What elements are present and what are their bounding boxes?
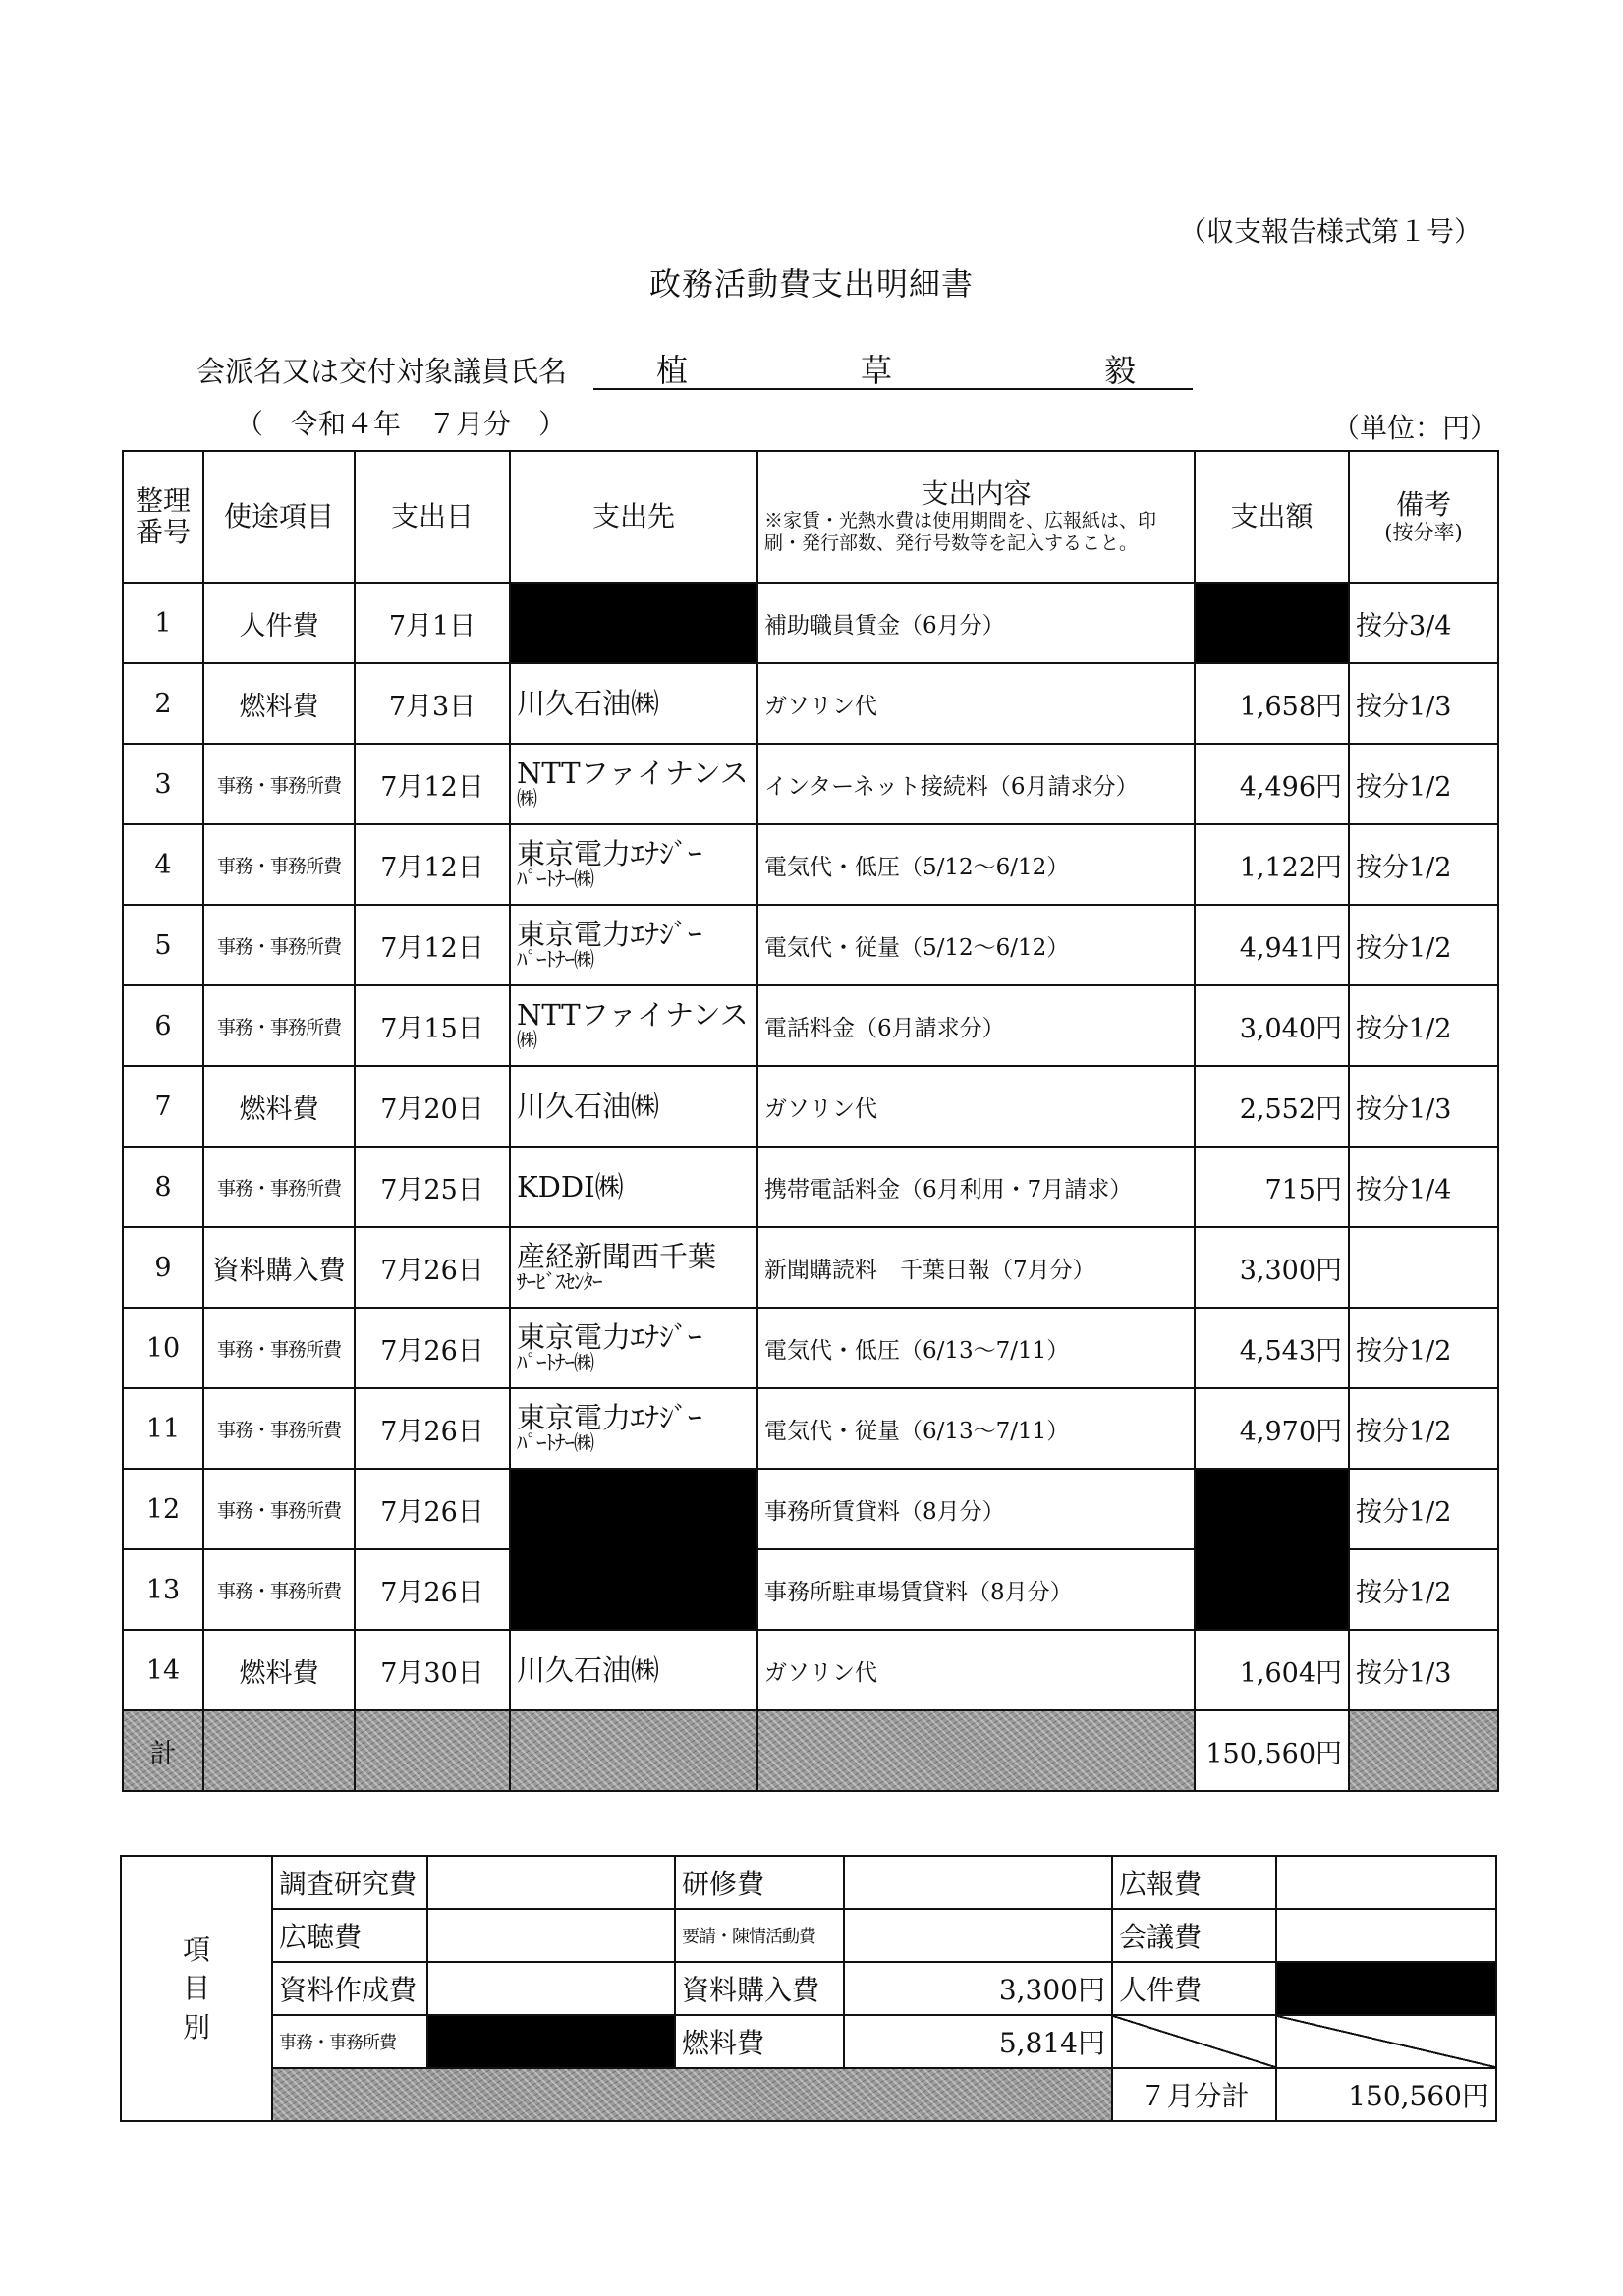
row-remark: 按分1/2 [1349, 985, 1498, 1066]
row-remark: 按分1/2 [1349, 905, 1498, 985]
row-date: 7月12日 [355, 824, 510, 905]
table-row [123, 905, 1498, 985]
table-row [123, 985, 1498, 1066]
hatched-cell [355, 1710, 510, 1791]
row-no: 2 [123, 663, 203, 744]
row-remark: 按分1/3 [1349, 1066, 1498, 1147]
member-name-char-3: 毅 [1104, 352, 1137, 389]
table-row [123, 1388, 1498, 1469]
row-remark: 按分1/2 [1349, 1549, 1498, 1630]
reporting-period: （ 令和４年 ７月分 ） [236, 408, 567, 440]
row-remark: 按分1/4 [1349, 1147, 1498, 1227]
row-amount: 715円 [1195, 1147, 1349, 1227]
value-training [844, 1856, 1112, 1909]
row-content: ガソリン代 [757, 1066, 1195, 1147]
row-content: インターネット接続料（6月請求分） [757, 744, 1195, 824]
table-row [123, 1630, 1498, 1710]
row-remark: 按分3/4 [1349, 583, 1498, 663]
row-payee [510, 1388, 757, 1469]
header-remark-title: 備考 [1395, 487, 1451, 521]
table-row [123, 583, 1498, 663]
value-meeting [1276, 1909, 1496, 1962]
row-amount: 4,941円 [1195, 905, 1349, 985]
redacted-office [427, 2015, 675, 2068]
member-name-char-2: 草 [861, 352, 893, 389]
row-purpose: 人件費 [203, 583, 355, 663]
row-purpose: 燃料費 [203, 663, 355, 744]
row-purpose: 事務・事務所費 [203, 1388, 355, 1469]
header-amount: 支出額 [1195, 451, 1349, 583]
row-remark: 按分1/2 [1349, 824, 1498, 905]
table-row [123, 744, 1498, 824]
summary-by-category [120, 1855, 1497, 2122]
row-content: ガソリン代 [757, 663, 1195, 744]
hatched-cell [757, 1710, 1195, 1791]
header-purpose: 使途項目 [203, 451, 355, 583]
row-content: 事務所賃貸料（8月分） [757, 1469, 1195, 1549]
row-remark: 按分1/2 [1349, 1388, 1498, 1469]
row-date: 7月26日 [355, 1388, 510, 1469]
label-materials-purchase: 資料購入費 [675, 1962, 844, 2015]
row-date: 7月20日 [355, 1066, 510, 1147]
member-name-field [593, 344, 1193, 390]
payee-line1: 東京電力ｴﾅｼﾞｰ [517, 917, 702, 951]
row-remark: 按分1/3 [1349, 1630, 1498, 1710]
payee-line2: ﾊﾟｰﾄﾅｰ㈱ [517, 868, 593, 892]
hatched-cell [1349, 1710, 1498, 1791]
row-remark: 按分1/2 [1349, 1308, 1498, 1388]
payee-line2: ﾊﾟｰﾄﾅｰ㈱ [517, 1431, 593, 1456]
row-amount: 2,552円 [1195, 1066, 1349, 1147]
row-payee [510, 985, 757, 1066]
member-name-char-1: 植 [656, 352, 689, 389]
month-total-label: ７月分計 [1112, 2068, 1276, 2121]
row-payee [510, 905, 757, 985]
form-number: （収支報告様式第１号） [1179, 215, 1483, 248]
row-date: 7月1日 [355, 583, 510, 663]
row-date: 7月26日 [355, 1227, 510, 1308]
row-purpose: 燃料費 [203, 1630, 355, 1710]
row-payee [510, 824, 757, 905]
row-no: 3 [123, 744, 203, 824]
row-amount: 1,122円 [1195, 824, 1349, 905]
payee-line2: ㈱ [517, 787, 536, 812]
payee-line1: NTTファイナンス [517, 756, 749, 790]
payee-line2: ﾊﾟｰﾄﾅｰ㈱ [517, 948, 593, 973]
table-row [123, 663, 1498, 744]
row-purpose: 事務・事務所費 [203, 985, 355, 1066]
row-no: 5 [123, 905, 203, 985]
label-pr: 広報費 [1112, 1856, 1276, 1909]
hatched-cell [272, 2068, 1112, 2121]
label-training: 研修費 [675, 1856, 844, 1909]
label-research: 調査研究費 [272, 1856, 427, 1909]
row-date: 7月26日 [355, 1469, 510, 1549]
row-purpose: 事務・事務所費 [203, 1147, 355, 1227]
row-no: 9 [123, 1227, 203, 1308]
page-title: 政務活動費支出明細書 [648, 265, 974, 303]
value-research [427, 1856, 675, 1909]
payee-line2: ｻｰﾋﾞｽｾﾝﾀｰ [517, 1270, 602, 1295]
value-petition [844, 1909, 1112, 1962]
row-amount: 3,300円 [1195, 1227, 1349, 1308]
row-content: ガソリン代 [757, 1630, 1195, 1710]
label-fuel: 燃料費 [675, 2015, 844, 2068]
row-no: 10 [123, 1308, 203, 1388]
header-payee: 支出先 [510, 451, 757, 583]
row-date: 7月15日 [355, 985, 510, 1066]
row-payee: 川久石油㈱ [510, 1066, 757, 1147]
payee-line1: NTTファイナンス [517, 997, 749, 1032]
row-content: 電話料金（6月請求分） [757, 985, 1195, 1066]
row-date: 7月3日 [355, 663, 510, 744]
total-label: 計 [123, 1710, 203, 1791]
row-content: 電気代・低圧（6/13～7/11） [757, 1308, 1195, 1388]
value-materials-purchase: 3,300円 [844, 1962, 1112, 2015]
header-date: 支出日 [355, 451, 510, 583]
row-remark: 按分1/2 [1349, 744, 1498, 824]
row-date: 7月30日 [355, 1630, 510, 1710]
row-amount: 4,970円 [1195, 1388, 1349, 1469]
row-content: 事務所駐車場賃貸料（8月分） [757, 1549, 1195, 1630]
header-content-note: ※家賃・光熱水費は使用期間を、広報紙は、印刷・発行部数、発行号数等を記入すること。 [764, 510, 1157, 555]
row-content: 電気代・従量（5/12～6/12） [757, 905, 1195, 985]
row-payee [510, 744, 757, 824]
row-payee: 川久石油㈱ [510, 663, 757, 744]
row-no: 1 [123, 583, 203, 663]
row-no: 6 [123, 985, 203, 1066]
row-content: 新聞購読料 千葉日報（7月分） [757, 1227, 1195, 1308]
row-no: 4 [123, 824, 203, 905]
table-row [123, 1147, 1498, 1227]
row-purpose: 事務・事務所費 [203, 1308, 355, 1388]
payee-line2: ﾊﾟｰﾄﾅｰ㈱ [517, 1351, 593, 1375]
row-purpose: 資料購入費 [203, 1227, 355, 1308]
redacted-payee [510, 1469, 757, 1630]
row-purpose: 事務・事務所費 [203, 905, 355, 985]
value-materials-creation [427, 1962, 675, 2015]
payee-line1: 東京電力ｴﾅｼﾞｰ [517, 1319, 702, 1354]
row-date: 7月26日 [355, 1549, 510, 1630]
row-payee: 川久石油㈱ [510, 1630, 757, 1710]
row-amount: 1,658円 [1195, 663, 1349, 744]
value-hearing [427, 1909, 675, 1962]
row-no: 14 [123, 1630, 203, 1710]
value-fuel: 5,814円 [844, 2015, 1112, 2068]
row-purpose: 事務・事務所費 [203, 824, 355, 905]
row-payee: KDDI㈱ [510, 1147, 757, 1227]
row-content: 電気代・従量（6/13～7/11） [757, 1388, 1195, 1469]
row-no: 11 [123, 1388, 203, 1469]
month-total: 150,560円 [1276, 2068, 1496, 2121]
row-amount: 3,040円 [1195, 985, 1349, 1066]
hatched-cell [510, 1710, 757, 1791]
table-row [123, 824, 1498, 905]
header-content-title: 支出内容 [921, 477, 1032, 511]
row-date: 7月12日 [355, 905, 510, 985]
table-row [123, 1066, 1498, 1147]
header-content [757, 451, 1195, 583]
payee-line1: 東京電力ｴﾅｼﾞｰ [517, 836, 702, 870]
payee-line2: ㈱ [517, 1029, 536, 1053]
row-date: 7月12日 [355, 744, 510, 824]
row-amount: 4,543円 [1195, 1308, 1349, 1388]
row-no: 7 [123, 1066, 203, 1147]
row-no: 12 [123, 1469, 203, 1549]
row-content: 電気代・低圧（5/12～6/12） [757, 824, 1195, 905]
row-remark [1349, 1227, 1498, 1308]
redacted-amount [1195, 1469, 1349, 1630]
header-remark-sub: (按分率) [1384, 521, 1463, 545]
label-meeting: 会議費 [1112, 1909, 1276, 1962]
header-no: 整理番号 [123, 451, 203, 583]
table-row [123, 1227, 1498, 1308]
redacted-personnel [1276, 1962, 1496, 2015]
empty-cell [1112, 2015, 1276, 2068]
row-remark: 按分1/3 [1349, 663, 1498, 744]
row-amount: 1,604円 [1195, 1630, 1349, 1710]
label-hearing: 広聴費 [272, 1909, 427, 1962]
row-purpose: 燃料費 [203, 1066, 355, 1147]
row-date: 7月25日 [355, 1147, 510, 1227]
redacted-payee [510, 583, 757, 663]
label-materials-creation: 資料作成費 [272, 1962, 427, 2015]
unit-label: （単位：円） [1332, 412, 1498, 444]
table-row [123, 1469, 1498, 1549]
row-payee [510, 1308, 757, 1388]
row-amount: 4,496円 [1195, 744, 1349, 824]
row-purpose: 事務・事務所費 [203, 1549, 355, 1630]
row-content: 携帯電話料金（6月利用・7月請求） [757, 1147, 1195, 1227]
label-office: 事務・事務所費 [272, 2015, 427, 2068]
row-payee [510, 1227, 757, 1308]
table-row [123, 1308, 1498, 1388]
empty-cell [1276, 2015, 1496, 2068]
redacted-amount [1195, 583, 1349, 663]
value-pr [1276, 1856, 1496, 1909]
summary-side-label: 項目別 [121, 1856, 272, 2121]
row-no: 13 [123, 1549, 203, 1630]
label-petition: 要請・陳情活動費 [675, 1909, 844, 1962]
row-date: 7月26日 [355, 1308, 510, 1388]
row-remark: 按分1/2 [1349, 1469, 1498, 1549]
payee-line1: 産経新聞西千葉 [517, 1239, 717, 1273]
hatched-cell [203, 1710, 355, 1791]
expenditure-table [122, 450, 1499, 1792]
row-purpose: 事務・事務所費 [203, 744, 355, 824]
row-no: 8 [123, 1147, 203, 1227]
row-purpose: 事務・事務所費 [203, 1469, 355, 1549]
total-row [123, 1710, 1498, 1791]
row-content: 補助職員賃金（6月分） [757, 583, 1195, 663]
faction-label: 会派名又は交付対象議員氏名 [196, 355, 568, 388]
total-amount: 150,560円 [1195, 1710, 1349, 1791]
payee-line1: 東京電力ｴﾅｼﾞｰ [517, 1400, 702, 1434]
header-remark [1349, 451, 1498, 583]
label-personnel: 人件費 [1112, 1962, 1276, 2015]
